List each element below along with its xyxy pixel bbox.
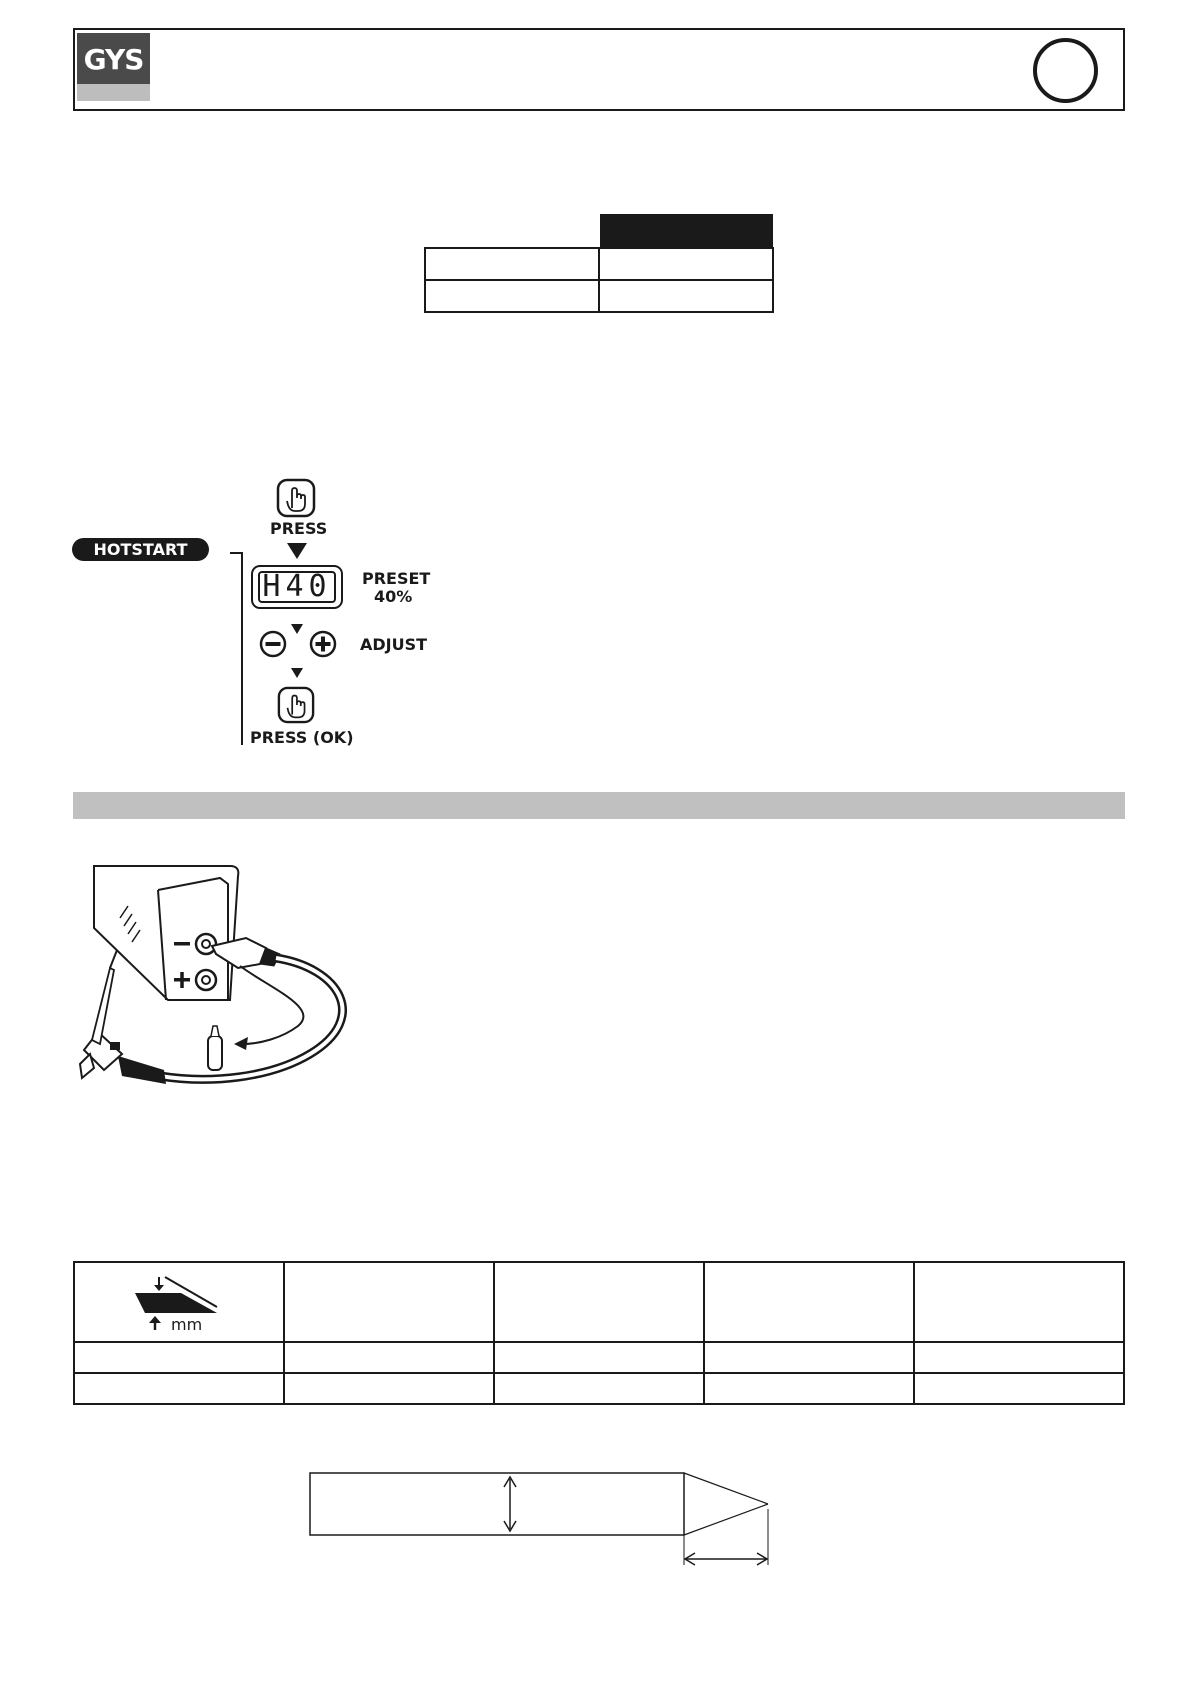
table-row: [425, 280, 773, 312]
press-label: PRESS: [270, 519, 328, 538]
table-row: [74, 1373, 1124, 1404]
preset-value: 40%: [374, 587, 413, 606]
thickness-table: [73, 1261, 1125, 1405]
table-row: [74, 1262, 1124, 1342]
electrode-tip-diagram: [305, 1465, 785, 1570]
language-badge: [1033, 38, 1098, 103]
section-title-bar: [73, 792, 1125, 819]
table-cell: [284, 1373, 494, 1404]
table-cell: [74, 1373, 284, 1404]
small-table-header-cell: [600, 214, 773, 249]
preset-label: PRESET: [362, 569, 431, 588]
minus-icon: [259, 630, 287, 658]
table-cell: [494, 1342, 704, 1373]
finger-press-ok-icon: [277, 686, 315, 724]
table-cell: [599, 280, 773, 312]
adjust-label: ADJUST: [360, 635, 428, 654]
plus-icon: [309, 630, 337, 658]
arrow-down-icon: [287, 543, 307, 559]
table-cell: [704, 1262, 914, 1342]
lcd-display-value: H40: [262, 569, 332, 604]
table-row: [74, 1342, 1124, 1373]
hotstart-badge: HOTSTART: [72, 538, 209, 561]
gys-logo-bar: [77, 84, 150, 101]
procedure-bracket: [241, 552, 243, 745]
arrow-down-small-icon: [291, 624, 303, 634]
table-cell: [914, 1373, 1124, 1404]
table-row: [425, 248, 773, 280]
thickness-header-cell: [74, 1262, 284, 1342]
finger-press-icon: [276, 478, 316, 518]
header-frame: [73, 28, 1125, 111]
table-cell: [599, 248, 773, 280]
table-cell: [284, 1262, 494, 1342]
table-cell: [425, 248, 599, 280]
procedure-bracket-tick: [230, 552, 242, 554]
table-cell: [914, 1262, 1124, 1342]
arrow-down-small-icon: [291, 668, 303, 678]
tig-torch-connection-diagram: [70, 858, 360, 1090]
small-table: [424, 247, 774, 313]
table-cell: [494, 1373, 704, 1404]
press-ok-label: PRESS (OK): [250, 728, 354, 747]
table-cell: [74, 1342, 284, 1373]
gys-logo-text: GYS: [83, 43, 144, 76]
table-cell: [284, 1342, 494, 1373]
thickness-unit: mm: [171, 1315, 203, 1334]
table-cell: [494, 1262, 704, 1342]
table-cell: [704, 1342, 914, 1373]
table-cell: [425, 280, 599, 312]
table-cell: [914, 1342, 1124, 1373]
table-cell: [704, 1373, 914, 1404]
